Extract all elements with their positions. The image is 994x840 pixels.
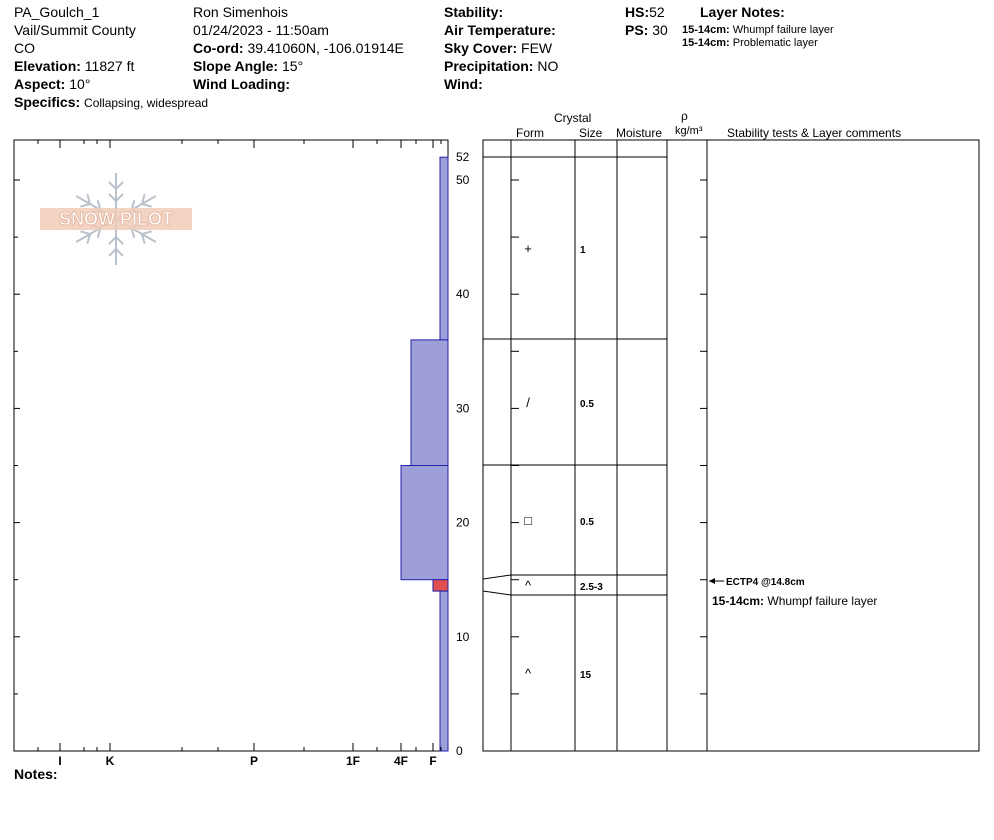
- coord-label: Co-ord:: [193, 40, 244, 56]
- snowflake-branch: [116, 237, 123, 244]
- logo-text: SNOW PILOT: [59, 209, 173, 229]
- crystal-form: /: [526, 395, 530, 410]
- depth-tick-label: 0: [456, 744, 463, 758]
- layer-note-range: 15-14cm:: [682, 37, 730, 49]
- ps-value: 30: [652, 22, 668, 38]
- crystal-size: 0.5: [580, 517, 594, 528]
- precip-label: Precipitation:: [444, 58, 534, 74]
- snowflake-branch: [109, 182, 116, 189]
- stability-label: Stability:: [444, 4, 504, 20]
- snowflake-branch: [142, 204, 152, 207]
- hardness-bar: [440, 591, 448, 751]
- crystal-form: +: [524, 241, 532, 256]
- observer: Ron Simenhois: [193, 4, 288, 20]
- wind-loading-label: Wind Loading:: [193, 76, 291, 92]
- site-name: PA_Goulch_1: [14, 4, 100, 20]
- snowflake-branch: [109, 237, 116, 244]
- snowflake-branch: [80, 231, 90, 234]
- form-header: Form: [516, 126, 544, 140]
- elevation-value: 11827 ft: [84, 58, 135, 74]
- hardness-tick-label: 4F: [393, 754, 409, 768]
- snowflake-branch: [142, 231, 152, 234]
- aspect-label: Aspect:: [14, 76, 66, 92]
- snowflake-branch: [109, 194, 116, 201]
- precip-value: NO: [537, 58, 559, 74]
- layer-note-range: 15-14cm:: [682, 24, 730, 36]
- depth-tick-label: 52: [456, 150, 470, 165]
- hardness-bar: [433, 580, 448, 591]
- hardness-bar: [440, 157, 448, 340]
- crystal-form: ^: [524, 578, 532, 593]
- snowflake-branch: [80, 204, 90, 207]
- crystal-form: □: [524, 513, 532, 528]
- hardness-tick-label: P: [249, 754, 259, 768]
- slope-value: 15°: [281, 58, 304, 74]
- snowpilot-logo: [40, 173, 192, 265]
- state: CO: [14, 40, 35, 56]
- depth-tick-label: 40: [456, 287, 470, 302]
- crystal-header: Crystal: [554, 111, 592, 125]
- specifics-label: Specifics:: [14, 94, 81, 110]
- ps-label: PS:: [625, 22, 649, 38]
- hardness-plot-frame: [14, 140, 448, 751]
- layer-comment-text: Whumpf failure layer: [767, 594, 878, 608]
- depth-tick-label: 20: [456, 515, 470, 530]
- hardness-bar: [401, 466, 448, 580]
- depth-tick-label: 50: [456, 173, 470, 187]
- sky-label: Sky Cover:: [444, 40, 518, 56]
- hs-label: HS:: [625, 4, 650, 20]
- hardness-bar: [411, 340, 448, 466]
- comments-header: Stability tests & Layer comments: [727, 126, 902, 140]
- depth-tick-label: 30: [456, 401, 470, 416]
- depth-connector: [483, 575, 511, 579]
- density-unit-header: kg/m³: [675, 125, 703, 137]
- size-header: Size: [579, 126, 603, 140]
- hardness-tick-label: F: [429, 754, 437, 768]
- crystal-size: 15: [580, 670, 592, 681]
- moisture-header: Moisture: [616, 126, 663, 140]
- air-temp-label: Air Temperature:: [444, 22, 556, 38]
- depth-tick-label: 10: [456, 629, 470, 644]
- crystal-form: ^: [524, 666, 532, 681]
- hardness-tick-label: I: [58, 754, 62, 768]
- crystal-size: 0.5: [580, 399, 594, 410]
- coord-value: 39.41060N, -106.01914E: [247, 40, 404, 56]
- layer-notes-title: Layer Notes:: [700, 4, 785, 20]
- wind-label: Wind:: [444, 76, 483, 92]
- slope-label: Slope Angle:: [193, 58, 279, 74]
- notes-label: Notes:: [14, 766, 58, 782]
- hardness-tick-label: K: [105, 754, 115, 768]
- hs-value: 52: [649, 4, 665, 20]
- stability-test-label: ECTP4 @14.8cm: [726, 577, 805, 588]
- snowflake-branch: [116, 194, 123, 201]
- elevation-label: Elevation:: [14, 58, 81, 74]
- test-pointer-arrow: [709, 578, 715, 584]
- crystal-size: 1: [580, 245, 586, 256]
- layer-note-text: Problematic layer: [732, 37, 818, 49]
- region: Vail/Summit County: [14, 22, 136, 38]
- specifics-value: Collapsing, widespread: [84, 96, 209, 110]
- datetime: 01/24/2023 - 11:50am: [193, 22, 329, 38]
- rho-header: ρ: [681, 109, 688, 123]
- hardness-tick-label: 1F: [345, 754, 361, 768]
- layer-comment-range: 15-14cm:: [712, 594, 768, 608]
- depth-connector: [483, 591, 511, 595]
- aspect-value: 10°: [69, 76, 91, 92]
- snowflake-branch: [116, 249, 123, 256]
- layer-table-frame: [483, 140, 979, 751]
- snowflake-branch: [116, 182, 123, 189]
- snowflake-branch: [109, 249, 116, 256]
- layer-comment: [712, 594, 877, 608]
- crystal-size: 2.5-3: [580, 582, 603, 593]
- sky-value: FEW: [521, 40, 553, 56]
- layer-note-text: Whumpf failure layer: [732, 24, 834, 36]
